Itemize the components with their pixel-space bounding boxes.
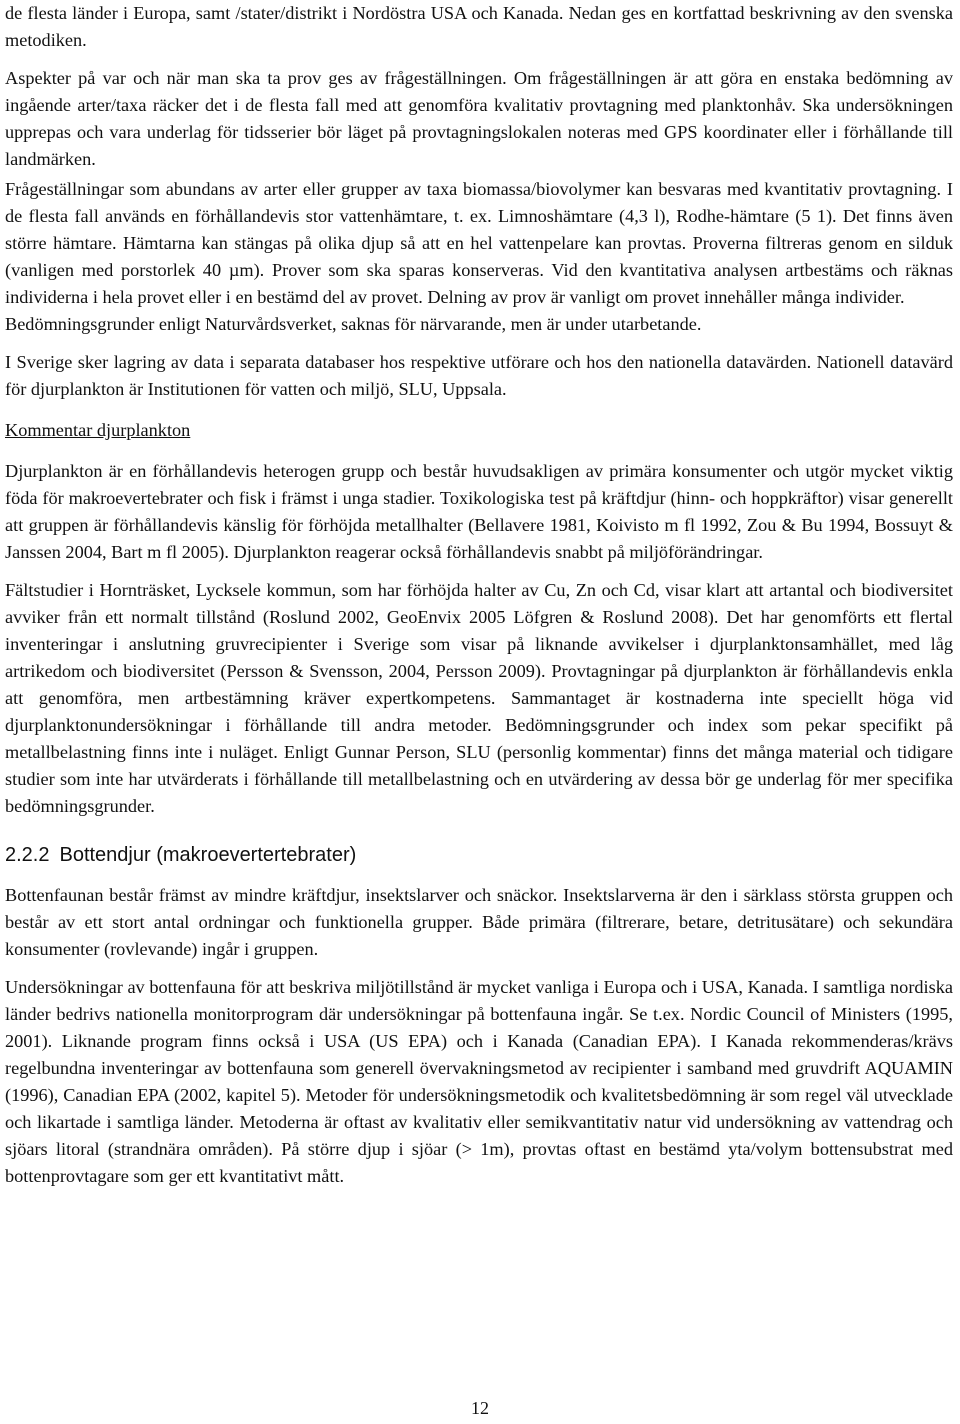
paragraph-assessment-criteria: Bedömningsgrunder enligt Naturvårdsverket, saknas för närvarande, men är under utarbetande. <box>5 314 702 334</box>
page-number: 12 <box>471 1398 489 1418</box>
paragraph-bottom-fauna: Bottenfaunan består främst av mindre kräftdjur, insektslarver och snäckor. Insektslarverna är den i särklass största gruppen och består av ett stort antal ordningar och funktionella grupper. Både primära (filtrerare, betare, detritusätare) och sekundära konsumenter (rovlevande) ingår i gruppen. <box>5 885 953 959</box>
document-page <box>5 0 953 1190</box>
section-title: Bottendjur (makroevertertebrater) <box>59 844 357 866</box>
section-heading <box>5 842 953 868</box>
paragraph-data-storage: I Sverige sker lagring av data i separata databaser hos respektive utförare och hos den nationella datavärden. Nationell datavärd för djurplankton är Institutionen för vatten och miljö, SLU, Uppsala. <box>5 352 953 399</box>
paragraph-quantitative-sampling: Frågeställningar som abundans av arter eller grupper av taxa biomassa/biovolymer kan besvaras med kvantitativ provtagning. I de flesta fall används en förhållandevis stor vattenhämtare, t. ex. Limnoshämtare (4,3 l), Rodhe-hämtare (5 1). Det finns även större hämtare. Hämtarna kan stängas på olika djup så att en hel vattenpelare kan provtas. Proverna filtreras genom en silduk (vanligen med porstorlek 40 µm). Prover som ska sparas konserveras. Vid den kvantitativa analysen artbestäms och räknas individerna i hela provet eller i en bestämd del av provet. Delning av prov är vanligt om provet innehåller många individer. <box>5 179 953 307</box>
paragraph-zooplankton-overview: Djurplankton är en förhållandevis heterogen grupp och består huvudsakligen av primära konsumenter och utgör mycket viktig föda för makroevertebrater och fisk i främst i unga stadier. Toxikologiska test på kräftdjur (hinn- och hoppkräftor) visar generellt att gruppen är förhållandevis känslig för förhöjda metallhalter (Bellavere 1981, Koivisto m fl 1992, Zou & Bu 1994, Bossuyt & Janssen 2004, Bart m fl 2005). Djurplankton reagerar också förhållandevis snabbt på miljöförändringar. <box>5 461 953 562</box>
paragraph-field-studies: Fältstudier i Hornträsket, Lycksele kommun, som har förhöjda halter av Cu, Zn och Cd, visar klart att artantal och biodiversitet avviker från ett normalt tillstånd (Roslund 2002, GeoEnvix 2005 Löfgren & Roslund 2008). Det har genomförts ett flertal inventeringar i anslutning gruvrecipienter i Sverige som visar på liknande avvikelser i djurplanktonsamhället, med låg artrikedom och biodiversitet (Persson & Svensson, 2004, Persson 2009). Provtagningar på djurplankton är förhållandevis enkla att genomföra, men artbestämning kräver expertkompetens. Sammantaget är kostnaderna inte speciellt höga vid djurplanktonundersökningar i förhållande till andra metoder. Bedömningsgrunder och index som pekar specifikt på metallbelastning finns inte i nuläget. Enligt Gunnar Person, SLU (personlig kommentar) finns det många material och tidigare studier som inte har utvärderats i förhållande till metallbelastning och en utvärdering av dessa bör ge underlag för mer specifika bedömningsgrunder. <box>5 580 953 816</box>
paragraph-intro: de flesta länder i Europa, samt /stater/distrikt i Nordöstra USA och Kanada. Nedan ges en kortfattad beskrivning av den svenska metodiken. <box>5 3 953 50</box>
paragraph-bottom-fauna-surveys: Undersökningar av bottenfauna för att beskriva miljötillstånd är mycket vanliga i Europa och i USA, Kanada. I samtliga nordiska länder bedrivs nationella monitorprogram där undersökningar på bottenfauna ingår. Se t.ex. Nordic Council of Ministers (1995, 2001). Liknande program finns också i USA (US EPA) och i Kanada (Canadian EPA). I Kanada rekommenderas/krävs regelbundna inventeringar av bottenfauna som generell övervakningsmetod av recipienter i samband med gruvdrift AQUAMIN (1996), Canadian EPA (2002, kapitel 5). Metoder för undersökningsmetodik och kvalitetsbedömning är som regel väl utvecklade och likartade i samtliga länder. Metoderna är oftast av kvalitativ eller semikvantitativ natur vid undersökning av vattendrag och sjöars litoral (strandnära områden). På större djup i sjöar (> 1m), provtas oftast en bestämd yta/volym bottensubstrat med bottenprovtagare som ger ett kvantitativt mått. <box>5 977 953 1186</box>
subheading-kommentar: Kommentar djurplankton <box>5 420 191 440</box>
paragraph-sampling-aspects: Aspekter på var och när man ska ta prov ges av frågeställningen. Om frågeställningen är att göra en enstaka bedömning av ingående arter/taxa räcker det i de flesta fall med att genomföra kvalitativ provtagning med planktonhåv. Ska undersökningen upprepas och vara underlag för tidsserier bör läget på provtagningslokalen noteras med GPS koordinater eller i förhållande till landmärken. <box>5 68 953 169</box>
section-number: 2.2.2 <box>5 844 50 866</box>
